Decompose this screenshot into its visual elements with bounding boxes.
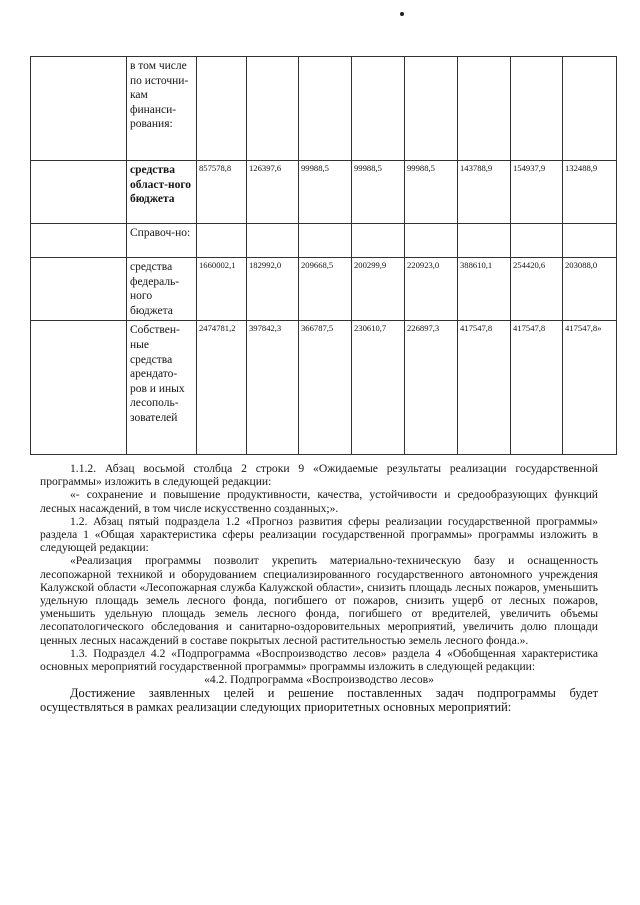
table-cell-empty <box>352 224 405 258</box>
table-cell-value: 99988,5 <box>405 161 458 224</box>
table-cell-value: 200299,9 <box>352 258 405 321</box>
table-cell-value: 366787,5 <box>299 321 352 455</box>
table-cell-empty <box>563 57 617 161</box>
table-cell-empty <box>247 224 299 258</box>
table-row <box>31 161 617 224</box>
table-cell-value: 417547,8 <box>458 321 511 455</box>
document-body <box>40 462 598 715</box>
table-row <box>31 258 617 321</box>
table-cell-empty <box>299 57 352 161</box>
table-cell-empty <box>352 57 405 161</box>
table-cell-empty <box>458 224 511 258</box>
table-cell-value: 857578,8 <box>197 161 247 224</box>
financing-table <box>30 56 617 455</box>
table-row <box>31 224 617 258</box>
table-cell-empty <box>458 57 511 161</box>
table-cell-empty <box>511 224 563 258</box>
table-cell-value: 388610,1 <box>458 258 511 321</box>
paragraph-quote-2: «Реализация программы позволит укрепить материально-техническую базу и оснащенность лесопожарной техникой и оборудованием специализированного государственного автономного учреждения Калужской области «Лесопожарная служба Калужской области», снизить площадь лесных пожаров, уменьшить удельную площадь земель лесного фонда, погибшего от пожаров, снизить ущерб от лесных пожаров, уменьшить удельную площадь земель лесного фонда, погибшего от вредителей, увеличить объемы лесопатологического обследования и санитарно-оздоровительных мероприятий, увеличить долю площади ценных лесных насаждений в составе покрытых лесной растительностью земель лесного фонда.». <box>40 554 598 647</box>
paragraph-1-2: 1.2. Абзац пятый подраздела 1.2 «Прогноз развития сферы реализации государственной программы» раздела 1 «Общая характеристика сферы реализации государственной программы» программы изложить в следующей редакции: <box>40 514 598 555</box>
table-row <box>31 57 617 161</box>
scan-dot <box>400 12 404 16</box>
table-cell-empty <box>197 57 247 161</box>
table-cell-value: 230610,7 <box>352 321 405 455</box>
table-cell-value: 254420,6 <box>511 258 563 321</box>
table-cell-empty <box>299 224 352 258</box>
table-cell-value: 417547,8 <box>511 321 563 455</box>
row-label: Собствен-ные средства арендато-ров и иных лесополь-зователей <box>127 321 197 455</box>
row-label: Справоч-но: <box>127 224 197 258</box>
table-cell-empty <box>31 321 127 455</box>
table-cell-value: 417547,8» <box>563 321 617 455</box>
paragraph-quote-1: «- сохранение и повышение продуктивности, качества, устойчивости и средообразующих функций лесных насаждений, в том числе искусственно созданных;». <box>40 488 598 515</box>
table-cell-empty <box>405 57 458 161</box>
table-cell-empty <box>405 224 458 258</box>
table-cell-empty <box>31 258 127 321</box>
paragraph-achievement: Достижение заявленных целей и решение поставленных задач подпрограммы будет осуществляться в рамках реализации следующих приоритетных основных мероприятий: <box>40 686 598 715</box>
table-cell-value: 1660002,1 <box>197 258 247 321</box>
row-label: средства област-ного бюджета <box>127 161 197 224</box>
table-row <box>31 321 617 455</box>
paragraph-1-3: 1.3. Подраздел 4.2 «Подпрограмма «Воспроизводство лесов» раздела 4 «Обобщенная характеристика основных мероприятий государственной программы» программы изложить в следующей редакции: <box>40 646 598 674</box>
table-cell-value: 99988,5 <box>352 161 405 224</box>
table-cell-value: 2474781,2 <box>197 321 247 455</box>
subsection-heading: «4.2. Подпрограмма «Воспроизводство лесов» <box>204 673 434 687</box>
table-cell-value: 182992,0 <box>247 258 299 321</box>
row-label: средства федераль-ного бюджета <box>127 258 197 321</box>
table-cell-value: 143788,9 <box>458 161 511 224</box>
row-label: в том числе по источни-кам финанси-рования: <box>127 57 197 161</box>
table-cell-empty <box>563 224 617 258</box>
table-cell-value: 209668,5 <box>299 258 352 321</box>
table-cell-value: 220923,0 <box>405 258 458 321</box>
table-cell-empty <box>31 57 127 161</box>
table-cell-value: 132488,9 <box>563 161 617 224</box>
paragraph-1-1-2: 1.1.2. Абзац восьмой столбца 2 строки 9 «Ожидаемые результаты реализации государственной программы» изложить в следующей редакции: <box>40 462 598 489</box>
table-cell-empty <box>31 161 127 224</box>
table-cell-value: 126397,6 <box>247 161 299 224</box>
table-cell-value: 154937,9 <box>511 161 563 224</box>
table-cell-value: 397842,3 <box>247 321 299 455</box>
table-cell-value: 203088,0 <box>563 258 617 321</box>
table-cell-empty <box>247 57 299 161</box>
table-cell-empty <box>197 224 247 258</box>
table-cell-empty <box>511 57 563 161</box>
table-cell-value: 99988,5 <box>299 161 352 224</box>
table-cell-empty <box>31 224 127 258</box>
table-cell-value: 226897,3 <box>405 321 458 455</box>
